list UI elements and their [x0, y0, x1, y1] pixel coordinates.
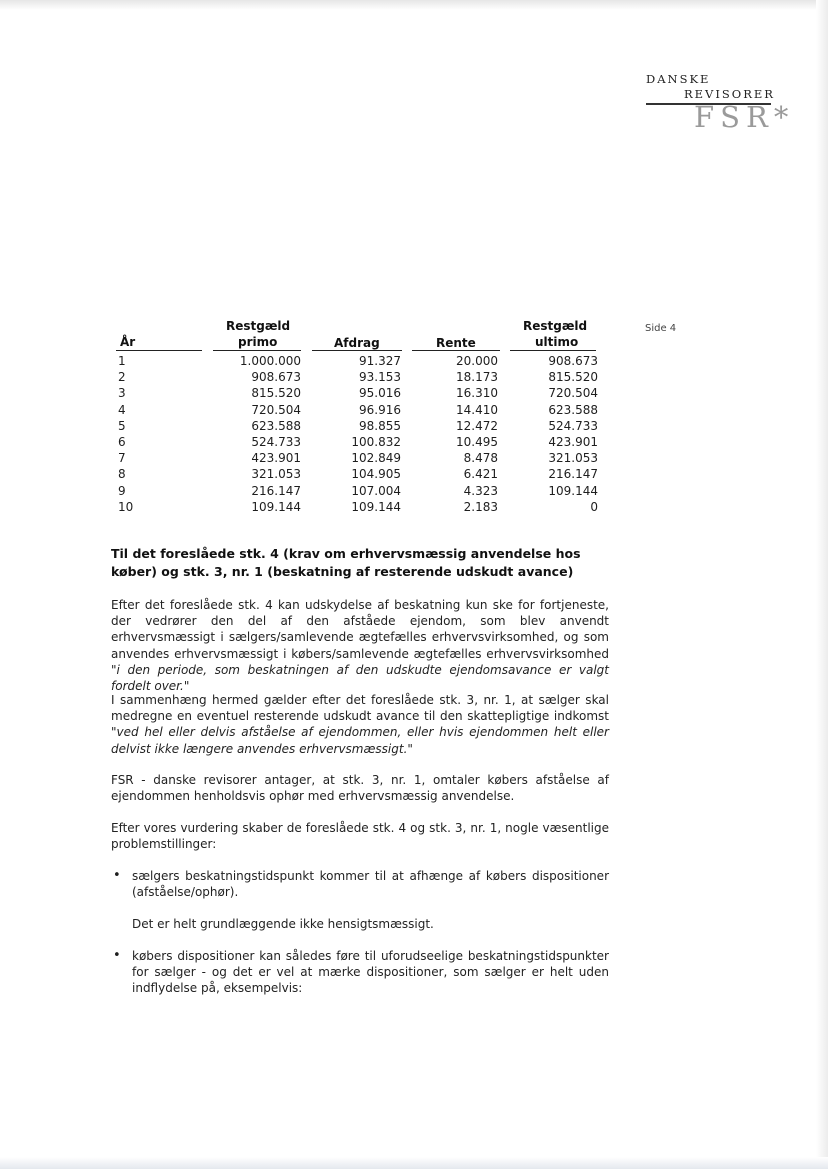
cell-primo: 815.520 [251, 386, 301, 401]
header-ultimo-line2: ultimo [535, 335, 579, 349]
cell-ultimo: 720.504 [548, 386, 598, 401]
cell-afdrag: 104.905 [351, 467, 401, 482]
logo-fsr-mark: FSR* [694, 100, 795, 134]
cell-rente: 8.478 [463, 451, 498, 466]
scan-top-edge [0, 0, 828, 10]
cell-primo: 216.147 [251, 483, 301, 498]
cell-ultimo: 216.147 [548, 467, 598, 482]
cell-afdrag: 107.004 [351, 483, 401, 498]
cell-primo: 524.733 [251, 435, 301, 449]
cell-rente: 2.183 [463, 499, 498, 514]
cell-year: 7 [118, 451, 126, 466]
cell-rente: 16.310 [456, 386, 498, 401]
cell-year: 9 [118, 483, 126, 498]
cell-afdrag: 109.144 [351, 499, 401, 514]
cell-primo: 623.588 [251, 418, 301, 433]
cell-year: 2 [118, 370, 126, 385]
table-row [116, 369, 606, 385]
cell-ultimo: 423.901 [548, 435, 598, 449]
table-row [116, 483, 606, 499]
table-row [116, 418, 606, 434]
table-row [116, 353, 606, 369]
bullet-marker-2: • [113, 948, 121, 963]
cell-year: 3 [118, 386, 126, 401]
cell-ultimo: 815.520 [548, 370, 598, 385]
paragraph-3: FSR - danske revisorer antager, at stk. 3, nr. 1, omtaler købers afståelse af ejendommen henholdsvis ophør med erhvervsmæssig anvendelse. [111, 773, 609, 804]
cell-afdrag: 100.832 [351, 435, 401, 449]
cell-primo: 1.000.000 [239, 354, 301, 368]
cell-primo: 321.053 [251, 467, 301, 482]
cell-year: 1 [118, 354, 126, 368]
paragraph-2-quote: ved hel eller delvis afståelse af ejendommen, eller hvis ejendommen helt eller delvist ikke længere anvendes erhvervsmæssigt. [111, 725, 609, 756]
cell-primo: 908.673 [251, 370, 301, 385]
cell-afdrag: 102.849 [351, 451, 401, 466]
header-underline-year [116, 350, 202, 351]
paragraph-1-end: " [183, 679, 190, 694]
cell-year: 5 [118, 418, 126, 433]
cell-ultimo: 0 [590, 499, 598, 514]
cell-rente: 14.410 [456, 402, 498, 417]
paragraph-1-text: Efter det foreslåede stk. 4 kan udskydelse af beskatning kun ske for fortjeneste, der vedrører den del af den afståede ejendom, som blev anvendt erhvervsmæssigt i sælgers/samlevende ægtefælles erhvervsvirksomhed, og som anvendes erhvervsmæssigt i købers/samlevende ægtefælles erhvervsvirksomhed " [111, 598, 609, 677]
header-underline-afdrag [312, 350, 402, 351]
header-underline-ultimo [510, 350, 596, 351]
paragraph-2-text: I sammenhæng hermed gælder efter det foreslåede stk. 3, nr. 1, at sælger skal medregne en eventuel resterende udskudt avance til den skattepligtige indkomst " [111, 693, 609, 740]
section-heading: Til det foreslåede stk. 4 (krav om erhvervsmæssig anvendelse hos køber) og stk. 3, nr. 1 (beskatning af resterende udskudt avance) [111, 546, 581, 579]
cell-afdrag: 98.855 [359, 418, 401, 433]
header-underline-primo [213, 350, 301, 351]
table-row [116, 499, 606, 515]
cell-year: 8 [118, 467, 126, 482]
paragraph-2 [111, 692, 609, 757]
bullet-text-1: sælgers beskatningstidspunkt kommer til at afhænge af købers dispositioner (afståelse/ophør). [132, 869, 609, 900]
cell-year: 10 [118, 499, 134, 514]
cell-primo: 720.504 [251, 402, 301, 417]
cell-ultimo: 321.053 [548, 451, 598, 466]
table-row [116, 402, 606, 418]
bullet-marker-1: • [113, 868, 121, 883]
page-number: Side 4 [645, 323, 677, 334]
header-afdrag: Afdrag [334, 336, 380, 350]
paragraph-1-quote: i den periode, som beskatningen af den udskudte ejendomsavance er valgt fordelt over. [111, 662, 609, 694]
header-rente: Rente [436, 336, 476, 350]
cell-ultimo: 908.673 [548, 354, 598, 368]
paragraph-4: Efter vores vurdering skaber de foreslåede stk. 4 og stk. 3, nr. 1, nogle væsentlige problemstillinger: [111, 821, 609, 852]
paragraph-1 [111, 597, 609, 694]
cell-rente: 6.421 [463, 467, 498, 482]
cell-rente: 20.000 [456, 354, 498, 368]
header-underline-rente [412, 350, 500, 351]
header-ultimo-line1: Restgæld [523, 319, 588, 333]
scan-bottom-edge [0, 1157, 828, 1169]
cell-rente: 12.472 [456, 418, 498, 433]
cell-rente: 4.323 [463, 483, 498, 498]
bullet-text-2: købers dispositioner kan således føre til uforudseelige beskatningstidspunkter for sælger - og det er vel at mærke dispositioner, som sælger er helt uden indflydelse på, eksempelvis: [132, 949, 609, 996]
cell-afdrag: 95.016 [359, 386, 401, 401]
header-primo-line2: primo [238, 335, 278, 349]
logo-line-danske: DANSKE [646, 72, 711, 86]
cell-rente: 10.495 [456, 435, 498, 449]
cell-year: 4 [118, 402, 126, 417]
header-year: År [120, 335, 136, 349]
fsr-logo [640, 72, 795, 142]
cell-ultimo: 623.588 [548, 402, 598, 417]
table-row [116, 434, 606, 450]
cell-primo: 423.901 [251, 451, 301, 466]
cell-year: 6 [118, 435, 126, 449]
scan-right-edge [816, 0, 828, 1169]
bullet-followup-1: Det er helt grundlæggende ikke hensigtsmæssigt. [132, 917, 434, 931]
table-row [116, 450, 606, 466]
logo-line-revisorer: REVISORER [684, 87, 775, 101]
table-row [116, 385, 606, 401]
paragraph-2-end: " [407, 741, 413, 756]
cell-afdrag: 96.916 [359, 402, 401, 417]
cell-afdrag: 91.327 [359, 354, 401, 368]
cell-ultimo: 524.733 [548, 418, 598, 433]
cell-rente: 18.173 [456, 370, 498, 385]
cell-afdrag: 93.153 [359, 370, 401, 385]
cell-primo: 109.144 [251, 499, 301, 514]
cell-ultimo: 109.144 [548, 483, 598, 498]
header-primo-line1: Restgæld [226, 319, 291, 333]
table-row [116, 466, 606, 482]
